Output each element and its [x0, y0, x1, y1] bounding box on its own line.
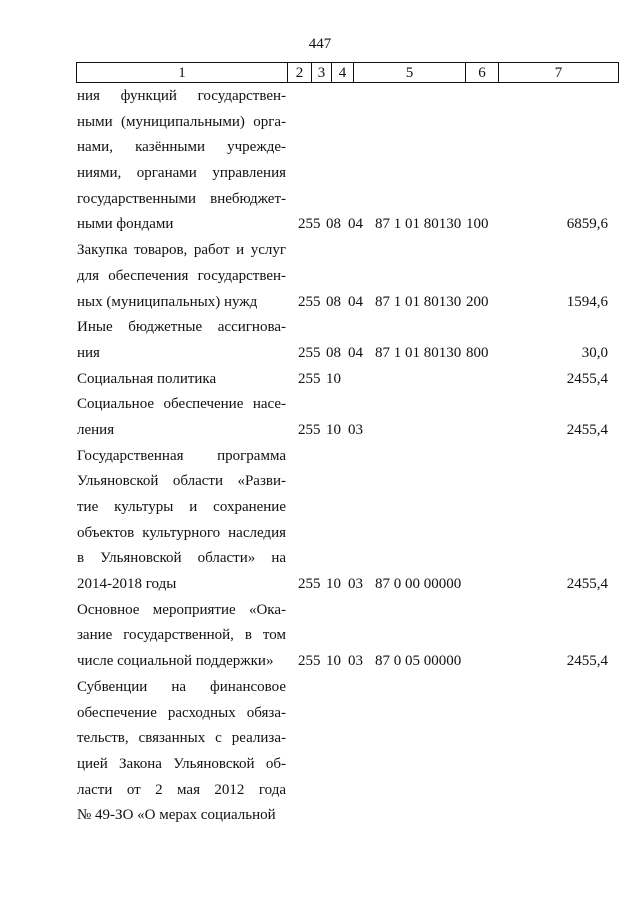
header-col-3: 3	[312, 63, 332, 83]
description-line: Иные бюджетные ассигнова-	[77, 319, 286, 336]
table-row	[0, 392, 640, 443]
code-section: 10	[326, 653, 341, 670]
description-line: Основное мероприятие «Ока-	[77, 601, 286, 618]
code-subsection: 04	[348, 216, 363, 233]
table-row	[0, 238, 640, 315]
code-grbs: 255	[298, 370, 321, 387]
description-line: ных (муниципальных) нужд	[77, 293, 258, 310]
row-codes	[0, 290, 640, 316]
row-codes	[0, 572, 640, 598]
code-target-article: 87 0 00 00000	[375, 576, 462, 593]
table-row	[0, 675, 640, 829]
code-target-article: 87 1 01 80130	[375, 293, 462, 310]
header-col-4: 4	[332, 63, 354, 83]
row-codes	[0, 649, 640, 675]
budget-entries	[0, 84, 640, 829]
code-section: 08	[326, 216, 341, 233]
code-subsection: 03	[348, 576, 363, 593]
description-line: ниями, органами управления	[77, 165, 286, 182]
description-line: Субвенции на финансовое	[77, 678, 286, 695]
description-line: № 49-ЗО «О мерах социальной	[77, 807, 276, 824]
code-grbs: 255	[298, 344, 321, 361]
code-expense-type: 200	[466, 293, 489, 310]
code-expense-type: 800	[466, 344, 489, 361]
code-grbs: 255	[298, 293, 321, 310]
code-section: 10	[326, 421, 341, 438]
table-row	[0, 598, 640, 675]
code-subsection: 03	[348, 421, 363, 438]
row-amount: 2455,4	[566, 421, 608, 438]
table-row	[0, 444, 640, 598]
description-line: Государственная программа	[77, 447, 286, 464]
description-line: Социальная политика	[77, 370, 217, 387]
code-target-article: 87 1 01 80130	[375, 216, 462, 233]
code-target-article: 87 1 01 80130	[375, 344, 462, 361]
row-amount: 2455,4	[566, 370, 608, 387]
description-line: в Ульяновской области» на	[77, 550, 286, 567]
code-grbs: 255	[298, 216, 321, 233]
table-row	[0, 367, 640, 393]
description-line: тельств, связанных с реализа-	[77, 730, 286, 747]
description-line: ласти от 2 мая 2012 года	[77, 781, 286, 798]
table-row	[0, 315, 640, 366]
header-col-7: 7	[499, 63, 619, 83]
row-amount: 6859,6	[566, 216, 608, 233]
code-subsection: 03	[348, 653, 363, 670]
code-subsection: 04	[348, 344, 363, 361]
code-section: 08	[326, 293, 341, 310]
code-section: 10	[326, 370, 341, 387]
code-grbs: 255	[298, 576, 321, 593]
description-line: ния функций государствен-	[77, 88, 286, 104]
description-line: 2014-2018 годы	[77, 576, 177, 593]
row-codes	[0, 367, 640, 393]
header-col-6: 6	[466, 63, 499, 83]
page-number: 447	[308, 36, 332, 52]
row-codes	[0, 341, 640, 367]
code-section: 08	[326, 344, 341, 361]
description-line: Закупка товаров, работ и услуг	[77, 242, 286, 259]
description-line: Социальное обеспечение насе-	[77, 396, 286, 413]
description-line: объектов культурного наследия	[77, 524, 286, 541]
description-line: ными фондами	[77, 216, 174, 233]
row-amount: 1594,6	[566, 293, 608, 310]
description-line: ния	[77, 344, 100, 361]
description-line: тие культуры и сохранение	[77, 499, 286, 515]
description-line: числе социальной поддержки»	[77, 653, 274, 670]
description-line: обеспечение расходных обяза-	[77, 704, 286, 721]
row-codes	[0, 803, 640, 829]
code-target-article: 87 0 05 00000	[375, 653, 462, 670]
description-line: ными (муниципальными) орга-	[77, 113, 286, 130]
code-grbs: 255	[298, 421, 321, 438]
code-subsection: 04	[348, 293, 363, 310]
description-line: зание государственной, в том	[77, 627, 286, 644]
description-line: для обеспечения государствен-	[77, 267, 286, 284]
row-amount: 30,0	[581, 344, 608, 361]
row-codes	[0, 212, 640, 238]
code-grbs: 255	[298, 653, 321, 670]
row-amount: 2455,4	[566, 576, 608, 593]
code-section: 10	[326, 576, 341, 593]
code-expense-type: 100	[466, 216, 489, 233]
description-line: цией Закона Ульяновской об-	[77, 755, 286, 772]
description-line: ления	[77, 421, 115, 438]
header-col-2: 2	[288, 63, 312, 83]
row-codes	[0, 418, 640, 444]
description-line: нами, казёнными учрежде-	[77, 139, 286, 156]
table-row	[0, 84, 640, 238]
header-col-5: 5	[354, 63, 466, 83]
header-col-1: 1	[77, 63, 288, 83]
row-amount: 2455,4	[566, 653, 608, 670]
description-line: государственными внебюджет-	[77, 190, 286, 207]
description-line: Ульяновской области «Разви-	[77, 473, 286, 490]
table-header	[76, 62, 619, 83]
